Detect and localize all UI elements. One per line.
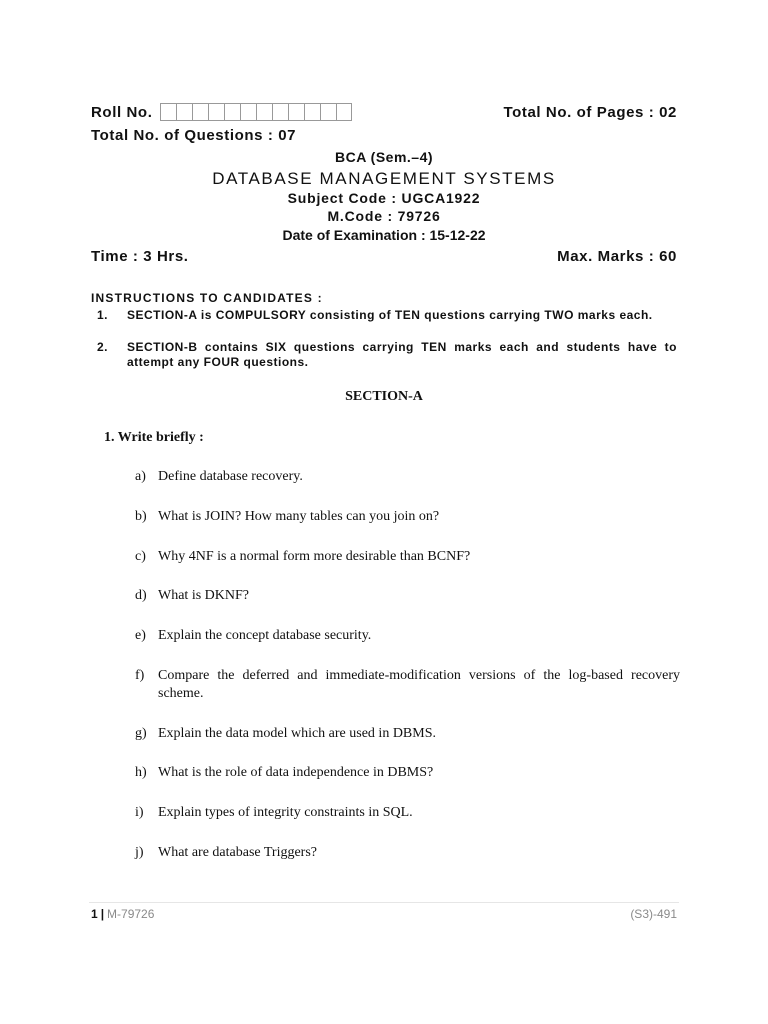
header-row-1 bbox=[91, 103, 677, 121]
roll-box bbox=[336, 103, 352, 121]
question-1-heading: 1. Write briefly : bbox=[104, 430, 204, 445]
page-number: 1 bbox=[91, 907, 98, 921]
sub-question bbox=[135, 468, 680, 486]
roll-number-group bbox=[91, 103, 352, 121]
instruction-text: SECTION-A is COMPULSORY consisting of TEN questions carrying TWO marks each. bbox=[127, 308, 653, 322]
instructions-title: INSTRUCTIONS TO CANDIDATES : bbox=[91, 291, 323, 305]
sub-question bbox=[135, 667, 680, 703]
sub-question-label: d) bbox=[135, 588, 147, 603]
sub-question-text: What is the role of data independence in DBMS? bbox=[158, 765, 434, 780]
instruction-item bbox=[97, 340, 677, 370]
sub-question-text: Explain types of integrity constraints in SQL. bbox=[158, 805, 413, 820]
sub-question-label: c) bbox=[135, 549, 146, 564]
sub-question-label: i) bbox=[135, 805, 144, 820]
total-questions: Total No. of Questions : 07 bbox=[91, 127, 297, 144]
sub-question-text: Explain the data model which are used in DBMS. bbox=[158, 726, 436, 741]
roll-box bbox=[224, 103, 240, 121]
roll-box bbox=[320, 103, 336, 121]
exam-time: Time : 3 Hrs. bbox=[91, 248, 189, 265]
sub-question-text: What are database Triggers? bbox=[158, 845, 317, 860]
roll-box bbox=[176, 103, 192, 121]
instruction-text: SECTION-B contains SIX questions carrying TEN marks each and students have to attempt any FOUR questions. bbox=[127, 340, 677, 369]
max-marks: Max. Marks : 60 bbox=[557, 248, 677, 265]
sub-question-label: f) bbox=[135, 668, 145, 683]
sub-question bbox=[135, 627, 680, 645]
sub-question-text: Why 4NF is a normal form more desirable than BCNF? bbox=[158, 549, 471, 564]
instruction-number: 2. bbox=[97, 340, 109, 354]
course-name: BCA (Sem.–4) bbox=[334, 149, 434, 165]
page-footer bbox=[91, 907, 677, 921]
roll-box bbox=[256, 103, 272, 121]
sub-question bbox=[135, 764, 680, 782]
sub-question-label: j) bbox=[135, 845, 144, 860]
section-a-heading: SECTION-A bbox=[345, 389, 423, 404]
subject-code: Subject Code : UGCA1922 bbox=[287, 190, 481, 206]
roll-box bbox=[272, 103, 288, 121]
footer-divider bbox=[89, 902, 679, 903]
instruction-item bbox=[97, 308, 677, 323]
sub-question-text: Explain the concept database security. bbox=[158, 628, 372, 643]
roll-box bbox=[288, 103, 304, 121]
roll-box bbox=[304, 103, 320, 121]
footer-paper-code: (S3)-491 bbox=[630, 907, 677, 921]
subject-title: DATABASE MANAGEMENT SYSTEMS bbox=[212, 169, 556, 188]
footer-mcode: M-79726 bbox=[107, 907, 155, 921]
roll-box bbox=[240, 103, 256, 121]
roll-box bbox=[208, 103, 224, 121]
sub-question-label: h) bbox=[135, 765, 147, 780]
exam-date: Date of Examination : 15-12-22 bbox=[282, 227, 486, 243]
roll-box bbox=[192, 103, 208, 121]
roll-box bbox=[160, 103, 176, 121]
sub-question bbox=[135, 587, 680, 605]
footer-separator: | bbox=[100, 907, 105, 921]
sub-question-label: e) bbox=[135, 628, 146, 643]
sub-question bbox=[135, 548, 680, 566]
sub-question bbox=[135, 725, 680, 743]
sub-question bbox=[135, 844, 680, 862]
header-row-2 bbox=[91, 127, 677, 144]
instruction-number: 1. bbox=[97, 308, 109, 322]
m-code: M.Code : 79726 bbox=[327, 208, 441, 224]
sub-question-label: g) bbox=[135, 726, 147, 741]
meta-row bbox=[91, 248, 677, 265]
sub-question bbox=[135, 804, 680, 822]
roll-label: Roll No. bbox=[91, 103, 153, 121]
sub-question-text: Compare the deferred and immediate-modification versions of the log-based recovery scheme. bbox=[158, 668, 680, 701]
sub-question-text: Define database recovery. bbox=[158, 469, 303, 484]
sub-question-label: b) bbox=[135, 509, 147, 524]
sub-question-text: What is DKNF? bbox=[158, 588, 249, 603]
sub-question bbox=[135, 508, 680, 526]
sub-question-text: What is JOIN? How many tables can you join on? bbox=[158, 509, 440, 524]
total-pages: Total No. of Pages : 02 bbox=[503, 103, 677, 121]
roll-number-boxes bbox=[160, 103, 352, 121]
footer-left bbox=[91, 907, 154, 921]
sub-question-label: a) bbox=[135, 469, 146, 484]
